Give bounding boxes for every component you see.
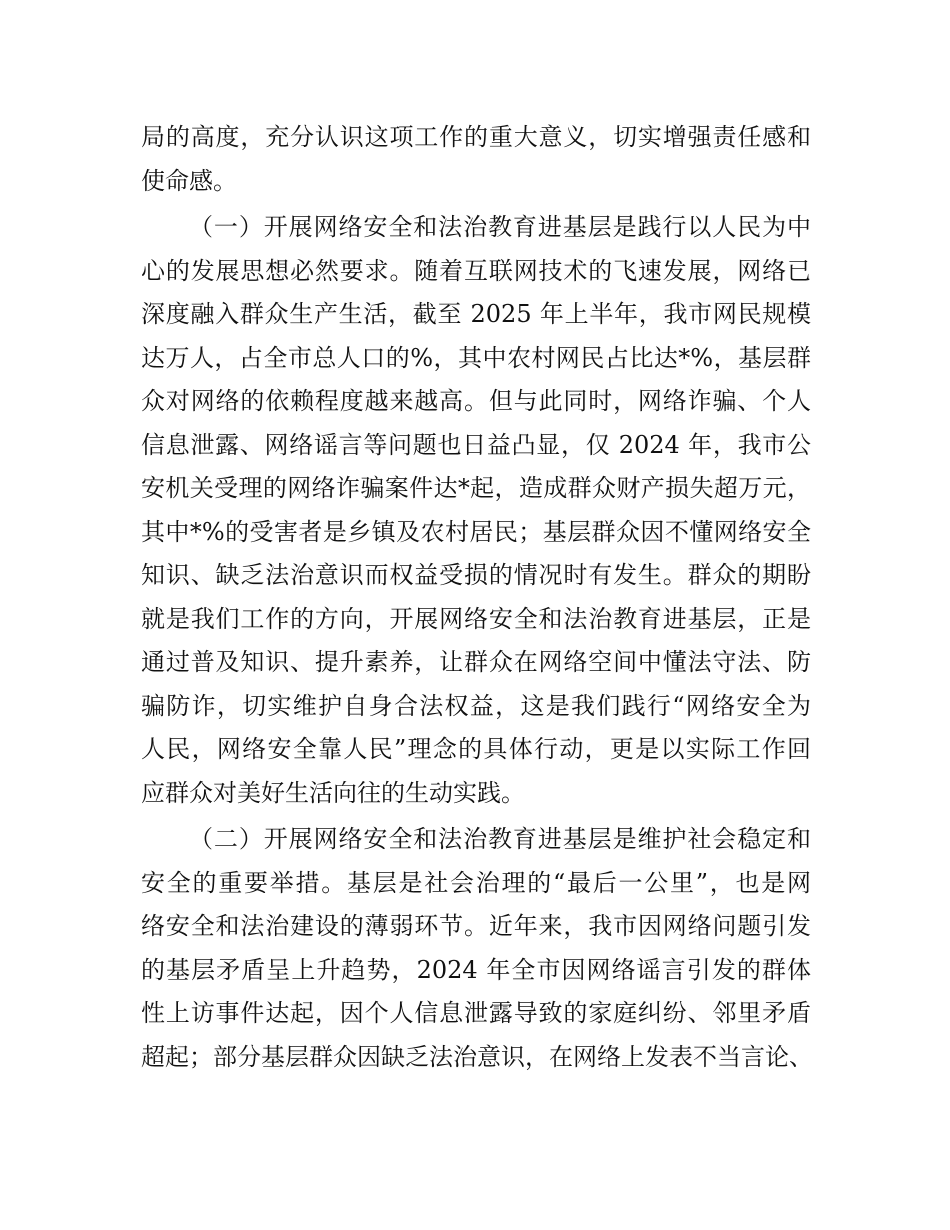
text-line: 安全的重要举措。基层是社会治理的“最后一公里”，也是网	[141, 868, 811, 897]
text-line: 性上访事件达起，因个人信息泄露导致的家庭纠纷、邻里矛盾	[141, 999, 811, 1027]
text-line: 心的发展思想必然要求。随着互联网技术的飞速发展，网络已	[141, 256, 811, 285]
text-line: 的基层矛盾呈上升趋势，2024 年全市因网络谣言引发的群体	[141, 955, 811, 984]
text-line: 通过普及知识、提升素养，让群众在网络空间中懂法守法、防	[141, 648, 811, 676]
text-line: 超起；部分基层群众因缺乏法治意识，在网络上发表不当言论、	[141, 1042, 813, 1071]
text-line: 达万人，占全市总人口的%，其中农村网民占比达*%，基层群	[141, 343, 811, 372]
paragraph-section-two	[141, 818, 811, 1079]
text-line: 使命感。	[141, 166, 237, 195]
text-line: 就是我们工作的方向，开展网络安全和法治教育进基层，正是	[141, 604, 811, 633]
text-line: 应群众对美好生活向往的生动实践。	[141, 778, 525, 807]
text-line: 局的高度，充分认识这项工作的重大意义，切实增强责任感和	[141, 123, 811, 151]
paragraph-continuation	[141, 116, 811, 203]
text-line: 众对网络的依赖程度越来越高。但与此同时，网络诈骗、个人	[141, 387, 811, 415]
text-line: （一）开展网络安全和法治教育进基层是践行以人民为中	[189, 213, 811, 241]
text-line: 安机关受理的网络诈骗案件达*起，造成群众财产损失超万元，	[141, 474, 811, 502]
text-line: 知识、缺乏法治意识而权益受损的情况时有发生。群众的期盼	[141, 561, 811, 589]
text-line: （二）开展网络安全和法治教育进基层是维护社会稳定和	[189, 825, 811, 853]
text-line: 络安全和法治建设的薄弱环节。近年来，我市因网络问题引发	[141, 912, 811, 940]
text-line: 深度融入群众生产生活，截至 2025 年上半年，我市网民规模	[141, 300, 811, 328]
document-body	[141, 116, 811, 1079]
text-line: 骗防诈，切实维护自身合法权益，这是我们践行“网络安全为	[141, 691, 811, 720]
text-line: 人民，网络安全靠人民”理念的具体行动，更是以实际工作回	[141, 735, 811, 763]
text-line: 信息泄露、网络谣言等问题也日益凸显，仅 2024 年，我市公	[141, 430, 811, 459]
paragraph-section-one	[141, 206, 811, 815]
text-line: 其中*%的受害者是乡镇及农村居民；基层群众因不懂网络安全	[141, 517, 811, 546]
